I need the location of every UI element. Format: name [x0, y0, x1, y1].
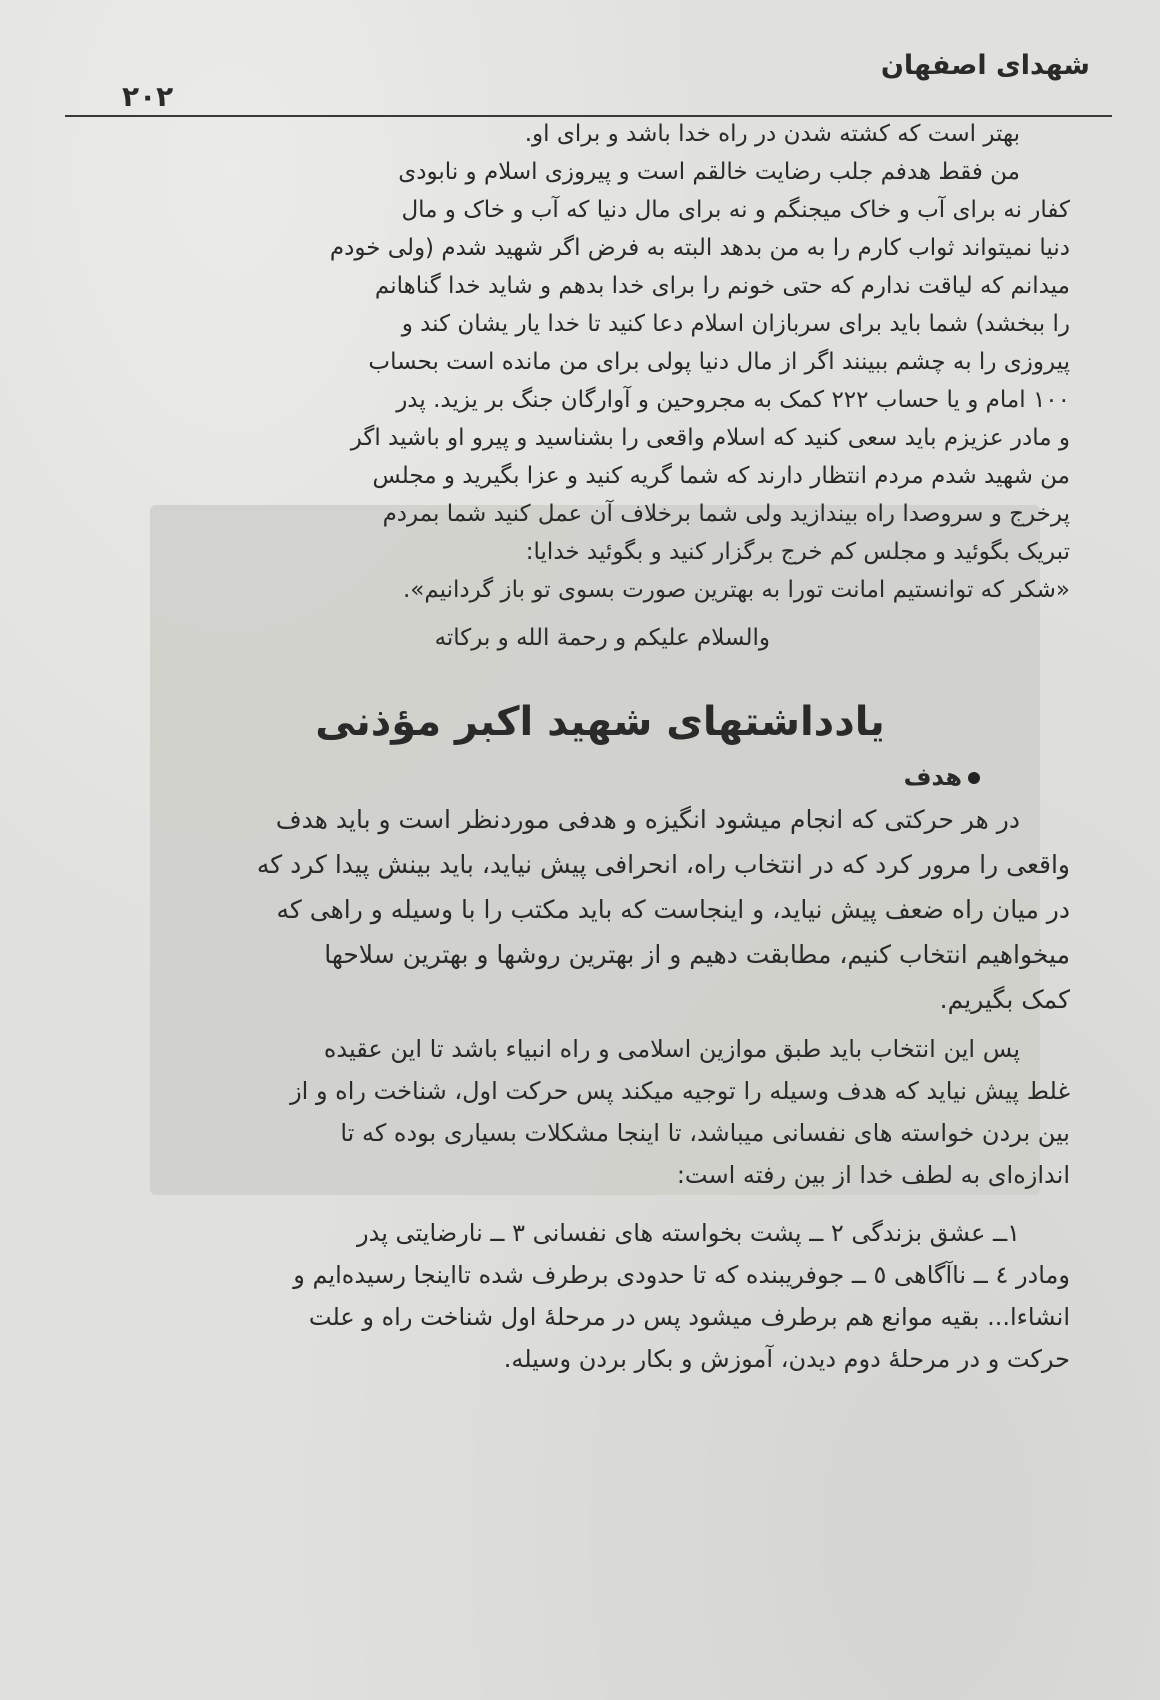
text-line: میدانم که لیاقت ندارم که حتی خونم را برای خدا بدهم و شاید خدا گناهانم	[374, 273, 1070, 299]
text-line: بهتر است که کشته شدن در راه خدا باشد و برای او.	[524, 121, 1020, 147]
text-line: دنیا نمیتواند ثواب کارم را به من بدهد البته به فرض اگر شهید شدم (ولی خودم	[329, 235, 1070, 261]
subheading	[130, 757, 1070, 797]
text-line: کمک بگیریم.	[939, 985, 1070, 1014]
text-line: من شهید شدم مردم انتظار دارند که شما گریه کنید و عزا بگیرید و مجلس	[372, 463, 1070, 489]
text-line: واقعی را مرور کرد که در انتخاب راه، انحرافی پیش نیاید، باید بینش پیدا کرد که	[256, 850, 1070, 879]
text-line: در هر حرکتی که انجام میشود انگیزه و هدفی موردنظر است و باید هدف	[275, 805, 1020, 834]
text-line: ۱۰۰ امام و یا حساب ۲۲۲ کمک به مجروحین و آوارگان جنگ بر یزید. پدر	[396, 387, 1070, 413]
text-line: اندازه‌ای به لطف خدا از بین رفته است:	[676, 1161, 1070, 1189]
text-line: ۱ــ عشق بزندگی ۲ ــ پشت بخواسته های نفسانی ۳ ــ نارضایتی پدر	[357, 1219, 1020, 1247]
running-title: شهدای اصفهان	[880, 50, 1090, 81]
text-line: و مادر عزیزم باید سعی کنید که اسلام واقعی را بشناسید و پیرو او باشید اگر	[350, 425, 1070, 451]
closing-salutation: والسلام علیکم و رحمة الله و برکاته	[434, 625, 770, 651]
paragraph-goal	[130, 797, 1070, 1022]
text-line: پرخرج و سروصدا راه بیندازید ولی شما برخلاف آن عمل کنید شما بمردم	[382, 501, 1070, 527]
text-line: انشاءا... بقیه موانع هم برطرف میشود پس در مرحلهٔ اول شناخت راه و علت	[308, 1303, 1070, 1331]
text-line: کفار نه برای آب و خاک میجنگم و نه برای مال دنیا که آب و خاک و مال	[401, 197, 1070, 223]
paragraph-choice	[130, 1028, 1070, 1196]
section-heading: یادداشتهای شهید اکبر مؤذنی	[315, 699, 885, 745]
text-line: میخواهیم انتخاب کنیم، مطابقت دهیم و از بهترین روشها و بهترین سلاحها	[324, 940, 1070, 969]
subheading-label: هدف	[903, 763, 962, 791]
text-line: «شکر که توانستیم امانت تورا به بهترین صورت بسوی تو باز گردانیم».	[402, 577, 1070, 603]
text-line: تبریک بگوئید و مجلس کم خرج برگزار کنید و بگوئید خدایا:	[525, 539, 1070, 565]
text-line: بین بردن خواسته های نفسانی میباشد، تا اینجا مشکلات بسیاری بوده که تا	[340, 1119, 1070, 1147]
bullet-icon	[968, 772, 980, 784]
text-line: من فقط هدفم جلب رضایت خالقم است و پیروزی اسلام و نابودی	[398, 159, 1020, 185]
text-line: حرکت و در مرحلهٔ دوم دیدن، آموزش و بکار بردن وسیله.	[503, 1345, 1070, 1373]
page-header	[60, 40, 1120, 120]
text-line: غلط پیش نیاید که هدف وسیله را توجیه میکند پس حرکت اول، شناخت راه و از	[290, 1077, 1070, 1105]
text-line: را ببخشد) شما باید برای سربازان اسلام دعا کنید تا خدا یار یشان کند و	[401, 311, 1070, 337]
page-body	[130, 115, 1070, 1380]
text-line: پیروزی را به چشم ببینند اگر از مال دنیا پولی برای من مانده است بحساب	[368, 349, 1070, 375]
text-line: ومادر ٤ ــ ناآگاهی ٥ ــ جوفریبنده که تا حدودی برطرف شده تااینجا رسیده‌ایم و	[293, 1261, 1070, 1289]
text-line: در میان راه ضعف پیش نیاید، و اینجاست که باید مکتب را با وسیله و راهی که	[276, 895, 1070, 924]
page-number: ۲۰۲	[122, 80, 174, 113]
letter-text	[130, 115, 1070, 657]
text-line: پس این انتخاب باید طبق موازین اسلامی و راه انبیاء باشد تا این عقیده	[323, 1035, 1020, 1063]
paragraph-obstacles	[130, 1212, 1070, 1380]
